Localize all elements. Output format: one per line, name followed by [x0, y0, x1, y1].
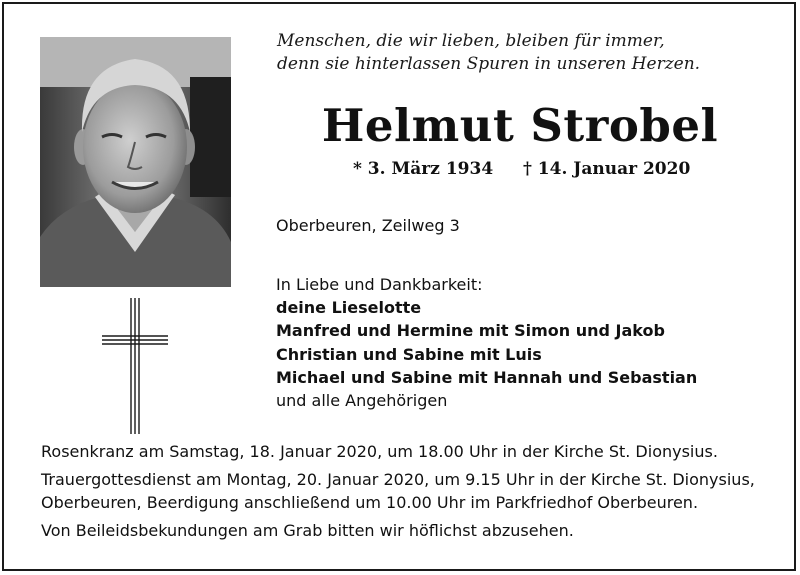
family-member: deine Lieselotte: [276, 298, 422, 318]
funeral-info-line-2: Oberbeuren, Beerdigung anschließend um 10.00 Uhr im Parkfriedhof Oberbeuren.: [41, 493, 699, 512]
condolence-note: Von Beileidsbekundungen am Grab bitten wir höflichst abzusehen.: [41, 520, 574, 540]
funeral-info-line-1: Trauergottesdienst am Montag, 20. Januar 2020, um 9.15 Uhr in der Kirche St. Dionysius,: [41, 469, 755, 489]
cross-icon: [100, 296, 170, 440]
memorial-quote: [277, 30, 747, 76]
family-list: [276, 273, 697, 412]
address: Oberbeuren, Zeilweg 3: [276, 216, 460, 235]
deceased-name: Helmut Strobel: [321, 99, 719, 152]
family-closing: und alle Angehörigen: [276, 391, 448, 411]
birth-date: * 3. März 1934: [353, 159, 494, 179]
quote-line-1: Menschen, die wir lieben, bleiben für immer,: [277, 31, 665, 51]
rosary-info: Rosenkranz am Samstag, 18. Januar 2020, um 18.00 Uhr in der Kirche St. Dionysius.: [41, 442, 718, 461]
service-info: [41, 440, 781, 542]
death-date: † 14. Januar 2020: [523, 159, 691, 179]
family-member: Manfred und Hermine mit Simon und Jakob: [276, 321, 665, 341]
portrait-photo: [40, 37, 231, 287]
quote-line-2: denn sie hinterlassen Spuren in unseren Herzen.: [277, 54, 701, 74]
family-member: Michael und Sabine mit Hannah und Sebastian: [276, 367, 698, 387]
family-intro: In Liebe und Dankbarkeit:: [276, 275, 483, 294]
family-member: Christian und Sabine mit Luis: [276, 344, 542, 364]
